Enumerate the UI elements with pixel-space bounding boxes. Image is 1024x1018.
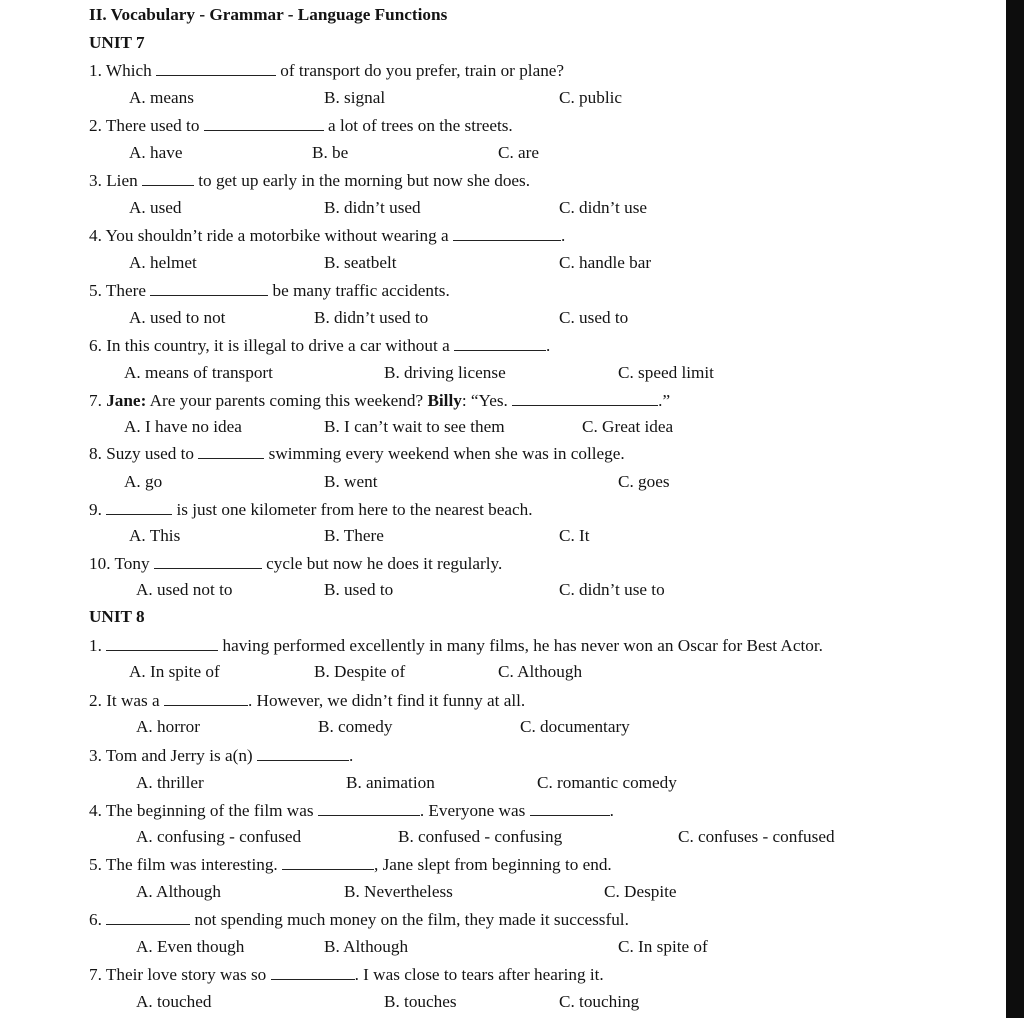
option-b: B. driving license [384, 363, 506, 382]
option-b: B. used to [324, 580, 394, 599]
question-u7-8 [89, 443, 625, 464]
answer-blank [257, 745, 349, 761]
option-c: C. didn’t use [559, 198, 648, 217]
question-text: 5. There [89, 281, 151, 300]
question-text: swimming every weekend when she was in college. [264, 444, 625, 463]
question-text: . [348, 746, 354, 765]
question-u8-5 [89, 854, 612, 875]
question-text: 8. Suzy used to [89, 444, 199, 463]
option-b: B. comedy [318, 717, 393, 736]
option-c: C. are [498, 143, 540, 162]
option-c: C. public [559, 88, 623, 107]
question-text: 6. [89, 910, 107, 929]
option-b: B. Although [324, 937, 409, 956]
option-b: B. I can’t wait to see them [324, 417, 505, 436]
option-b: B. signal [324, 88, 386, 107]
option-b: B. touches [384, 992, 457, 1011]
option-c: C. handle bar [559, 253, 652, 272]
question-text: of transport do you prefer, train or plane? [276, 61, 565, 80]
question-text: : “Yes. [461, 391, 513, 410]
option-a: A. helmet [129, 253, 197, 272]
question-text: . However, we didn’t find it funny at all. [247, 691, 526, 710]
question-text: 3. Lien [89, 171, 142, 190]
answer-blank [453, 225, 561, 241]
option-c: C. romantic comedy [537, 773, 677, 792]
answer-blank [530, 800, 610, 816]
question-text: . [609, 801, 614, 820]
question-text: . I was close to tears after hearing it. [354, 965, 604, 984]
question-text: . [560, 226, 566, 245]
option-a: A. used [129, 198, 182, 217]
question-text: 5. The film was interesting. [89, 855, 283, 874]
answer-blank [154, 553, 262, 569]
option-c: C. Great idea [582, 417, 674, 436]
option-a: A. Even though [136, 937, 245, 956]
question-u7-9 [89, 499, 533, 520]
answer-blank [142, 170, 194, 186]
option-a: A. I have no idea [124, 417, 242, 436]
question-text: . Everyone was [419, 801, 530, 820]
question-u8-2 [89, 690, 525, 711]
option-a: A. horror [136, 717, 200, 736]
option-c: C. confuses - confused [678, 827, 835, 846]
question-text: 7. Their love story was so [89, 965, 271, 984]
question-text: 1. [89, 636, 107, 655]
answer-blank [106, 635, 218, 651]
answer-blank [106, 909, 190, 925]
option-b: B. animation [346, 773, 435, 792]
option-a: A. In spite of [129, 662, 220, 681]
option-b: B. Despite of [314, 662, 406, 681]
section-title: II. Vocabulary - Grammar - Language Functions [89, 5, 448, 24]
option-c: C. documentary [520, 717, 630, 736]
answer-blank [164, 690, 248, 706]
answer-blank [198, 443, 264, 459]
answer-blank [282, 854, 374, 870]
option-a: A. means [129, 88, 194, 107]
option-b: B. Nevertheless [344, 882, 453, 901]
option-a: A. This [129, 526, 181, 545]
answer-blank [454, 335, 546, 351]
option-a: A. used to not [129, 308, 226, 327]
question-number: 7. [89, 391, 107, 410]
option-c: C. speed limit [618, 363, 714, 382]
question-u7-2 [89, 115, 513, 136]
answer-blank [318, 800, 420, 816]
answer-blank [204, 115, 324, 131]
question-u7-6 [89, 335, 550, 356]
option-c: C. Although [498, 662, 583, 681]
question-text: cycle but now he does it regularly. [261, 554, 503, 573]
question-text: not spending much money on the film, they made it successful. [190, 910, 629, 929]
option-c: C. didn’t use to [559, 580, 665, 599]
option-a: A. thriller [136, 773, 204, 792]
question-u8-3 [89, 745, 353, 766]
option-c: C. It [559, 526, 590, 545]
question-u7-10 [89, 553, 502, 574]
question-text: .” [658, 391, 671, 410]
question-text: 9. [89, 500, 107, 519]
question-text: . [546, 336, 551, 355]
option-a: A. Although [136, 882, 221, 901]
scan-edge-border [1006, 0, 1024, 1018]
question-u7-4 [89, 225, 565, 246]
option-b: B. be [312, 143, 349, 162]
answer-blank [271, 964, 355, 980]
question-text: 3. Tom and Jerry is a(n) [89, 746, 257, 765]
option-c: C. goes [618, 472, 670, 491]
question-u7-5 [89, 280, 450, 301]
question-text: is just one kilometer from here to the nearest beach. [172, 500, 533, 519]
option-c: C. Despite [604, 882, 677, 901]
question-u7-3 [89, 170, 530, 191]
option-b: B. seatbelt [324, 253, 397, 272]
option-b: B. didn’t used [324, 198, 421, 217]
option-a: A. confusing - confused [136, 827, 302, 846]
question-text: 10. Tony [89, 554, 154, 573]
question-text: 2. It was a [89, 691, 164, 710]
answer-blank [156, 60, 276, 76]
question-text: 4. The beginning of the film was [89, 801, 318, 820]
unit-title: UNIT 8 [89, 607, 145, 626]
question-text: be many traffic accidents. [268, 281, 450, 300]
question-text: 2. There used to [89, 116, 204, 135]
option-a: A. go [124, 472, 163, 491]
option-b: B. didn’t used to [314, 308, 429, 327]
question-text: 1. Which [89, 61, 156, 80]
question-text: having performed excellently in many films, he has never won an Oscar for Best Actor. [218, 636, 823, 655]
option-a: A. means of transport [124, 363, 273, 382]
unit-title: UNIT 7 [89, 33, 145, 52]
question-text: 4. You shouldn’t ride a motorbike without wearing a [89, 226, 453, 245]
question-u8-6 [89, 909, 629, 930]
question-u7-1 [89, 60, 564, 81]
speaker-name: Billy [427, 391, 462, 410]
option-b: B. There [324, 526, 384, 545]
question-text: 6. In this country, it is illegal to drive a car without a [89, 336, 454, 355]
option-a: A. used not to [136, 580, 233, 599]
question-text: to get up early in the morning but now she does. [193, 171, 531, 190]
option-b: B. confused - confusing [398, 827, 563, 846]
question-text: , Jane slept from beginning to end. [374, 855, 612, 874]
question-text: Are your parents coming this weekend? [146, 391, 428, 410]
answer-blank [106, 499, 172, 515]
option-b: B. went [324, 472, 378, 491]
question-text: a lot of trees on the streets. [323, 116, 513, 135]
question-u8-1 [89, 635, 823, 656]
option-a: A. touched [136, 992, 212, 1011]
question-u8-4 [89, 800, 614, 821]
option-a: A. have [129, 143, 183, 162]
question-u7-7 [89, 390, 670, 411]
option-c: C. touching [559, 992, 640, 1011]
answer-blank [150, 280, 268, 296]
option-c: C. used to [559, 308, 629, 327]
speaker-name: Jane: [106, 391, 147, 410]
option-c: C. In spite of [618, 937, 708, 956]
question-u8-7 [89, 964, 604, 985]
answer-blank [512, 390, 658, 406]
